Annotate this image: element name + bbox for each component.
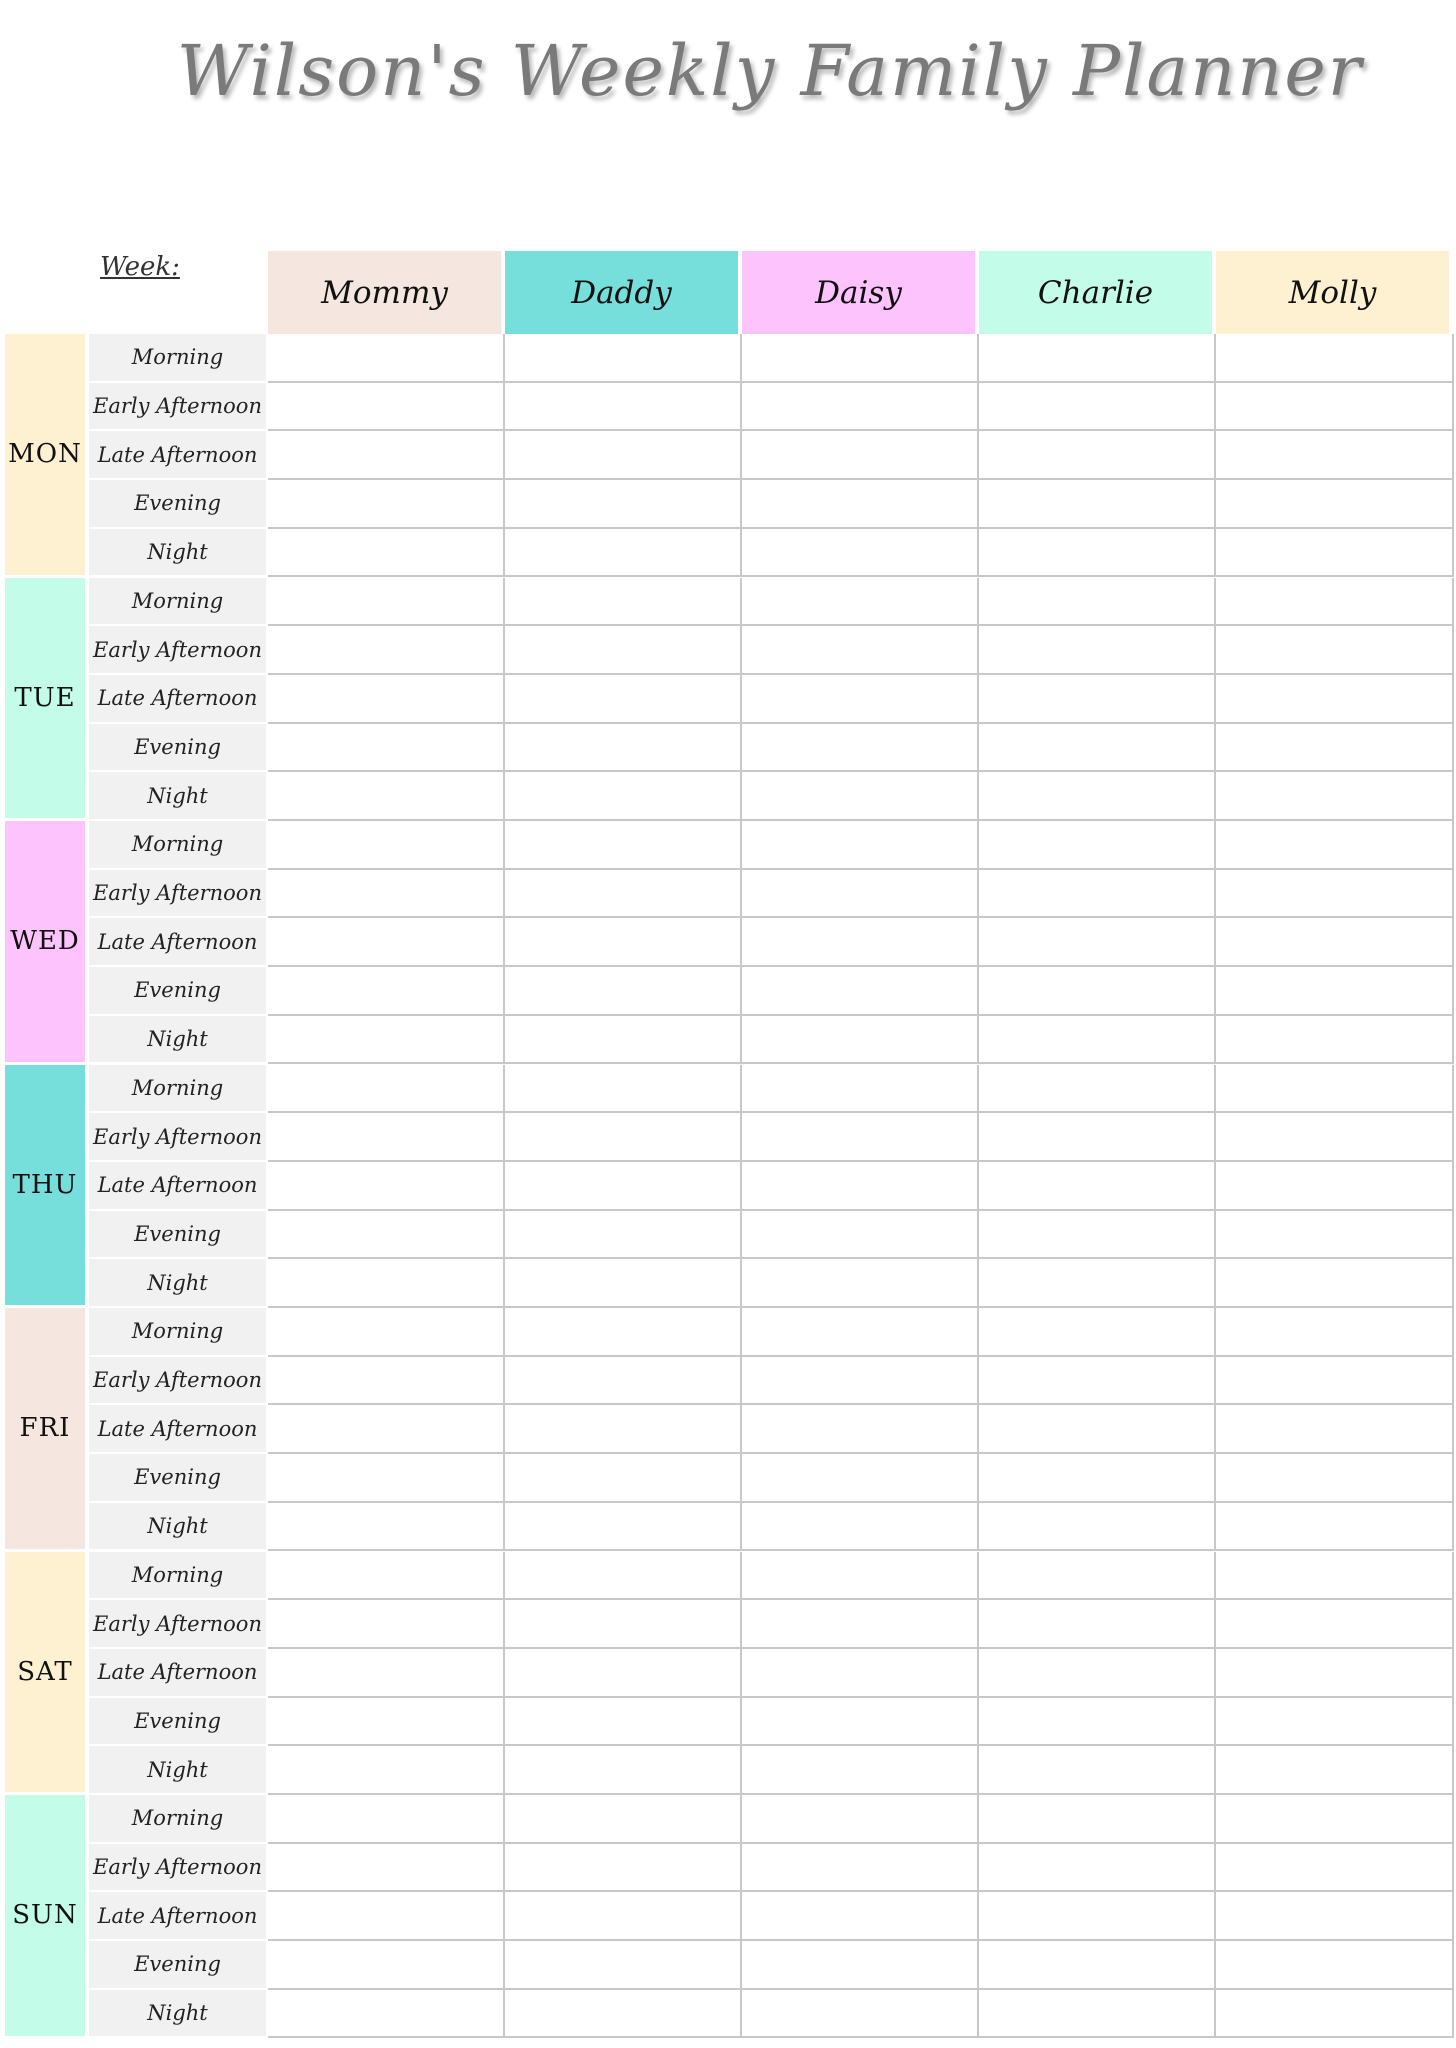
schedule-cell[interactable] [268, 1795, 505, 1844]
schedule-cell[interactable] [505, 578, 742, 627]
schedule-cell[interactable] [268, 578, 505, 627]
schedule-cell[interactable] [742, 383, 979, 432]
schedule-cell[interactable] [1216, 821, 1454, 870]
time-slot-label: Morning [89, 334, 266, 381]
time-slot-label: Evening [89, 1698, 266, 1745]
schedule-cell[interactable] [505, 1357, 742, 1406]
time-slot-label: Late Afternoon [89, 1162, 266, 1209]
schedule-cell[interactable] [742, 918, 979, 967]
schedule-cell[interactable] [1216, 1065, 1454, 1114]
schedule-cell[interactable] [505, 334, 742, 383]
schedule-cell[interactable] [1216, 1113, 1454, 1162]
schedule-cell[interactable] [979, 626, 1216, 675]
time-slot-label: Evening [89, 724, 266, 771]
time-slot-label: Morning [89, 1065, 266, 1112]
time-slot-label: Late Afternoon [89, 431, 266, 478]
schedule-cell[interactable] [268, 1990, 505, 2039]
schedule-cell[interactable] [979, 578, 1216, 627]
time-slot-label: Night [89, 1746, 266, 1793]
schedule-cell[interactable] [268, 334, 505, 383]
schedule-cell[interactable] [505, 529, 742, 578]
schedule-cell[interactable] [1216, 1454, 1454, 1503]
schedule-cell[interactable] [505, 918, 742, 967]
schedule-cell[interactable] [1216, 626, 1454, 675]
schedule-cell[interactable] [1216, 431, 1454, 480]
time-slot-label: Early Afternoon [89, 626, 266, 673]
schedule-cell[interactable] [742, 1892, 979, 1941]
schedule-cell[interactable] [1216, 1016, 1454, 1065]
time-slot-label: Night [89, 1016, 266, 1063]
schedule-cell[interactable] [1216, 1649, 1454, 1698]
time-slot-label: Night [89, 1503, 266, 1550]
schedule-cell[interactable] [979, 870, 1216, 919]
schedule-cell[interactable] [268, 1016, 505, 1065]
schedule-cell[interactable] [1216, 1552, 1454, 1601]
schedule-cell[interactable] [979, 1259, 1216, 1308]
schedule-cell[interactable] [268, 1065, 505, 1114]
schedule-cell[interactable] [268, 1503, 505, 1552]
schedule-cell[interactable] [268, 918, 505, 967]
schedule-cell[interactable] [979, 1600, 1216, 1649]
schedule-cell[interactable] [1216, 480, 1454, 529]
schedule-cell[interactable] [1216, 1308, 1454, 1357]
schedule-cell[interactable] [1216, 1600, 1454, 1649]
schedule-cell[interactable] [1216, 918, 1454, 967]
schedule-cell[interactable] [742, 1259, 979, 1308]
schedule-cell[interactable] [742, 1698, 979, 1747]
schedule-cell[interactable] [505, 821, 742, 870]
schedule-cell[interactable] [268, 1259, 505, 1308]
schedule-cell[interactable] [742, 1211, 979, 1260]
schedule-cell[interactable] [979, 431, 1216, 480]
schedule-cell[interactable] [742, 529, 979, 578]
schedule-cell[interactable] [505, 1795, 742, 1844]
schedule-cell[interactable] [742, 1162, 979, 1211]
schedule-cell[interactable] [268, 431, 505, 480]
schedule-cell[interactable] [1216, 529, 1454, 578]
member-header-3: Charlie [979, 251, 1212, 334]
schedule-cell[interactable] [268, 1649, 505, 1698]
day-label-thu: THU [5, 1065, 85, 1306]
schedule-cell[interactable] [268, 1454, 505, 1503]
page-title: Wilson's Weekly Family Planner [176, 30, 1364, 112]
time-slot-label: Late Afternoon [89, 1892, 266, 1939]
schedule-cell[interactable] [979, 1503, 1216, 1552]
schedule-cell[interactable] [979, 918, 1216, 967]
schedule-cell[interactable] [268, 772, 505, 821]
schedule-cell[interactable] [505, 431, 742, 480]
schedule-cell[interactable] [1216, 675, 1454, 724]
day-label-mon: MON [5, 334, 85, 575]
schedule-cell[interactable] [742, 1552, 979, 1601]
schedule-cell[interactable] [979, 480, 1216, 529]
time-slot-label: Morning [89, 578, 266, 625]
schedule-cell[interactable] [742, 1746, 979, 1795]
schedule-cell[interactable] [1216, 383, 1454, 432]
time-slot-label: Evening [89, 967, 266, 1014]
time-slot-label: Evening [89, 1454, 266, 1501]
schedule-cell[interactable] [979, 1308, 1216, 1357]
schedule-cell[interactable] [979, 1746, 1216, 1795]
schedule-cell[interactable] [1216, 1844, 1454, 1893]
schedule-cell[interactable] [1216, 1259, 1454, 1308]
schedule-cell[interactable] [268, 1600, 505, 1649]
time-slot-label: Late Afternoon [89, 1405, 266, 1452]
schedule-cell[interactable] [742, 821, 979, 870]
schedule-cell[interactable] [979, 675, 1216, 724]
schedule-cell[interactable] [505, 870, 742, 919]
schedule-cell[interactable] [268, 1892, 505, 1941]
schedule-cell[interactable] [742, 626, 979, 675]
schedule-cell[interactable] [742, 1503, 979, 1552]
schedule-cell[interactable] [979, 334, 1216, 383]
schedule-cell[interactable] [979, 1405, 1216, 1454]
schedule-cell[interactable] [742, 1016, 979, 1065]
member-header-4: Molly [1216, 251, 1449, 334]
schedule-cell[interactable] [979, 724, 1216, 773]
member-header-0: Mommy [268, 251, 501, 334]
schedule-cell[interactable] [979, 772, 1216, 821]
member-header-2: Daisy [742, 251, 975, 334]
schedule-cell[interactable] [742, 1990, 979, 2039]
time-slot-label: Evening [89, 1211, 266, 1258]
schedule-cell[interactable] [742, 675, 979, 724]
schedule-cell[interactable] [742, 1600, 979, 1649]
time-slot-label: Night [89, 772, 266, 819]
time-slot-label: Early Afternoon [89, 1357, 266, 1404]
schedule-cell[interactable] [742, 1649, 979, 1698]
schedule-cell[interactable] [742, 334, 979, 383]
schedule-cell[interactable] [505, 1162, 742, 1211]
schedule-cell[interactable] [268, 1844, 505, 1893]
schedule-cell[interactable] [742, 1941, 979, 1990]
schedule-cell[interactable] [742, 1454, 979, 1503]
schedule-cell[interactable] [1216, 870, 1454, 919]
schedule-cell[interactable] [505, 1113, 742, 1162]
schedule-cell[interactable] [979, 1892, 1216, 1941]
schedule-cell[interactable] [1216, 724, 1454, 773]
schedule-cell[interactable] [979, 529, 1216, 578]
schedule-cell[interactable] [505, 1552, 742, 1601]
schedule-cell[interactable] [979, 1357, 1216, 1406]
schedule-cell[interactable] [979, 1552, 1216, 1601]
schedule-cell[interactable] [742, 870, 979, 919]
schedule-cell[interactable] [1216, 1211, 1454, 1260]
schedule-cell[interactable] [268, 1211, 505, 1260]
schedule-cell[interactable] [268, 675, 505, 724]
week-label: Week: [100, 252, 180, 282]
time-slot-label: Early Afternoon [89, 870, 266, 917]
schedule-cell[interactable] [505, 626, 742, 675]
schedule-cell[interactable] [268, 870, 505, 919]
time-slot-label: Late Afternoon [89, 1649, 266, 1696]
schedule-cell[interactable] [979, 1065, 1216, 1114]
schedule-cell[interactable] [1216, 772, 1454, 821]
schedule-cell[interactable] [979, 1454, 1216, 1503]
schedule-cell[interactable] [742, 1844, 979, 1893]
schedule-cell[interactable] [742, 1357, 979, 1406]
schedule-cell[interactable] [505, 1503, 742, 1552]
time-slot-label: Early Afternoon [89, 383, 266, 430]
schedule-cell[interactable] [1216, 1698, 1454, 1747]
schedule-cell[interactable] [268, 529, 505, 578]
schedule-cell[interactable] [268, 1162, 505, 1211]
schedule-cell[interactable] [742, 431, 979, 480]
time-slot-label: Early Afternoon [89, 1113, 266, 1160]
schedule-cell[interactable] [505, 1454, 742, 1503]
schedule-cell[interactable] [505, 1065, 742, 1114]
schedule-cell[interactable] [1216, 1795, 1454, 1844]
schedule-cell[interactable] [505, 1892, 742, 1941]
schedule-cell[interactable] [505, 1405, 742, 1454]
time-slot-label: Night [89, 529, 266, 576]
time-slot-label: Morning [89, 1795, 266, 1842]
time-slot-label: Night [89, 1990, 266, 2037]
schedule-cell[interactable] [505, 772, 742, 821]
time-slot-label: Morning [89, 1552, 266, 1599]
schedule-cell[interactable] [268, 821, 505, 870]
schedule-cell[interactable] [979, 1990, 1216, 2039]
schedule-cell[interactable] [979, 967, 1216, 1016]
schedule-cell[interactable] [505, 1016, 742, 1065]
schedule-cell[interactable] [505, 967, 742, 1016]
schedule-cell[interactable] [979, 1795, 1216, 1844]
schedule-cell[interactable] [505, 1259, 742, 1308]
schedule-cell[interactable] [1216, 1892, 1454, 1941]
schedule-cell[interactable] [979, 1698, 1216, 1747]
day-label-tue: TUE [5, 578, 85, 819]
schedule-cell[interactable] [505, 1746, 742, 1795]
schedule-cell[interactable] [268, 1698, 505, 1747]
schedule-cell[interactable] [979, 1211, 1216, 1260]
schedule-cell[interactable] [268, 1357, 505, 1406]
schedule-cell[interactable] [1216, 334, 1454, 383]
schedule-cell[interactable] [505, 675, 742, 724]
schedule-cell[interactable] [1216, 1941, 1454, 1990]
schedule-cell[interactable] [505, 1600, 742, 1649]
schedule-cell[interactable] [742, 724, 979, 773]
schedule-cell[interactable] [268, 1308, 505, 1357]
schedule-cell[interactable] [268, 1746, 505, 1795]
schedule-cell[interactable] [268, 724, 505, 773]
schedule-cell[interactable] [1216, 1357, 1454, 1406]
schedule-cell[interactable] [979, 821, 1216, 870]
day-label-sat: SAT [5, 1552, 85, 1793]
day-label-wed: WED [5, 821, 85, 1062]
time-slot-label: Early Afternoon [89, 1600, 266, 1647]
time-slot-label: Late Afternoon [89, 918, 266, 965]
schedule-cell[interactable] [742, 1405, 979, 1454]
schedule-cell[interactable] [505, 1941, 742, 1990]
schedule-cell[interactable] [268, 1113, 505, 1162]
schedule-cell[interactable] [742, 1308, 979, 1357]
schedule-cell[interactable] [505, 480, 742, 529]
schedule-cell[interactable] [268, 1405, 505, 1454]
schedule-cell[interactable] [979, 1941, 1216, 1990]
schedule-cell[interactable] [268, 967, 505, 1016]
schedule-cell[interactable] [505, 1308, 742, 1357]
schedule-cell[interactable] [505, 1844, 742, 1893]
schedule-cell[interactable] [1216, 1746, 1454, 1795]
schedule-cell[interactable] [979, 1162, 1216, 1211]
schedule-cell[interactable] [268, 626, 505, 675]
schedule-cell[interactable] [979, 1016, 1216, 1065]
schedule-cell[interactable] [268, 1552, 505, 1601]
schedule-cell[interactable] [979, 383, 1216, 432]
schedule-cell[interactable] [979, 1844, 1216, 1893]
time-slot-label: Morning [89, 1308, 266, 1355]
schedule-cell[interactable] [1216, 1162, 1454, 1211]
schedule-cell[interactable] [505, 724, 742, 773]
schedule-cell[interactable] [505, 1698, 742, 1747]
schedule-cell[interactable] [1216, 578, 1454, 627]
schedule-cell[interactable] [742, 480, 979, 529]
schedule-cell[interactable] [505, 1649, 742, 1698]
time-slot-label: Morning [89, 821, 266, 868]
schedule-cell[interactable] [742, 1795, 979, 1844]
schedule-cell[interactable] [742, 772, 979, 821]
schedule-cell[interactable] [1216, 1503, 1454, 1552]
schedule-cell[interactable] [1216, 1990, 1454, 2039]
time-slot-label: Late Afternoon [89, 675, 266, 722]
schedule-cell[interactable] [505, 383, 742, 432]
schedule-cell[interactable] [742, 1113, 979, 1162]
time-slot-label: Early Afternoon [89, 1844, 266, 1891]
time-slot-label: Evening [89, 480, 266, 527]
day-label-sun: SUN [5, 1795, 85, 2036]
schedule-cell[interactable] [742, 967, 979, 1016]
schedule-cell[interactable] [505, 1990, 742, 2039]
schedule-cell[interactable] [1216, 967, 1454, 1016]
schedule-cell[interactable] [505, 1211, 742, 1260]
schedule-cell[interactable] [268, 1941, 505, 1990]
time-slot-label: Night [89, 1259, 266, 1306]
day-label-fri: FRI [5, 1308, 85, 1549]
schedule-cell[interactable] [268, 383, 505, 432]
schedule-cell[interactable] [742, 1065, 979, 1114]
time-slot-label: Evening [89, 1941, 266, 1988]
schedule-cell[interactable] [979, 1649, 1216, 1698]
schedule-cell[interactable] [979, 1113, 1216, 1162]
member-header-1: Daddy [505, 251, 738, 334]
schedule-cell[interactable] [268, 480, 505, 529]
schedule-cell[interactable] [742, 578, 979, 627]
schedule-cell[interactable] [1216, 1405, 1454, 1454]
